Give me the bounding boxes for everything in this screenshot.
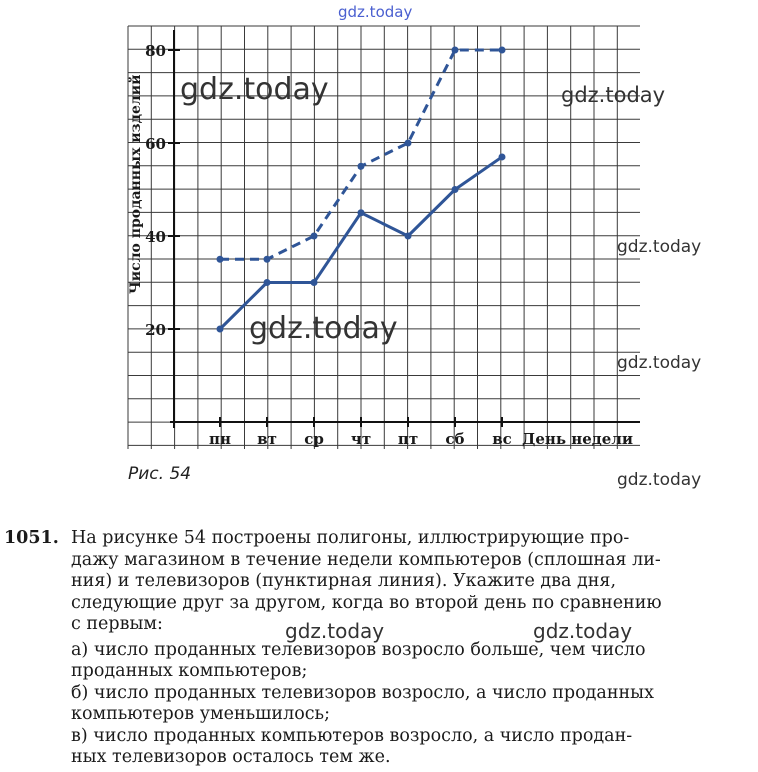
problem-text [71,528,756,769]
watermark: gdz.today [617,237,702,257]
problem-number: 1051. [4,528,59,548]
data-point [264,279,271,286]
data-point [452,47,459,54]
watermark: gdz.today [180,72,329,107]
data-point [499,153,506,160]
problem-line: дажу магазином в течение недели компьютеров (сплошная ли- [71,549,661,570]
option-b: б) число проданных телевизоров возросло, а число проданных [71,682,654,703]
option-a: а) число проданных телевизоров возросло больше, чем число [71,639,646,660]
option-c: в) число проданных компьютеров возросло, а число продан- [71,725,633,746]
x-tick-label: ср [304,430,324,448]
watermark: gdz.today [561,83,666,107]
watermark: gdz.today [617,470,702,490]
problem-line: На рисунке 54 построены полигоны, иллюстрирующие про- [71,528,630,548]
x-tick-label: пн [209,430,231,448]
data-point [358,209,365,216]
y-tick-label: 40 [145,228,166,246]
x-tick-label: пт [397,430,419,448]
x-tick-label: вт [257,430,277,448]
data-point [264,256,271,263]
data-point [217,326,224,333]
problem-line: ния) и телевизоров (пунктирная линия). Укажите два дня, [71,571,617,591]
problem-line: следующие друг за другом, когда во второй день по сравнению [71,592,662,613]
y-axis-label: Число проданных изделий [128,74,144,294]
x-tick-label: чт [350,430,372,448]
y-tick-label: 20 [145,321,166,339]
watermark: gdz.today [338,3,413,21]
option-c-cont: ных телевизоров осталось тем же. [71,747,391,767]
data-point [452,186,459,193]
watermark: gdz.today [533,619,633,643]
x-tick-label: сб [445,430,465,448]
data-point [405,140,412,147]
data-point [499,47,506,54]
y-tick-label: 80 [145,42,166,60]
data-point [311,233,318,240]
problem-line: с первым: [71,614,163,634]
x-axis-label: День недели [522,430,634,448]
watermark: gdz.today [249,311,398,346]
y-tick-label: 60 [145,135,166,153]
option-b-cont: компьютеров уменьшилось; [71,704,330,724]
data-point [217,256,224,263]
problem-1051 [4,528,756,769]
x-tick-label: вс [492,430,512,448]
data-point [405,233,412,240]
watermark: gdz.today [285,619,385,643]
option-a-cont: проданных компьютеров; [71,661,308,681]
watermark: gdz.today [617,353,702,373]
figure-caption: Рис. 54 [128,464,192,484]
data-point [358,163,365,170]
data-point [311,279,318,286]
